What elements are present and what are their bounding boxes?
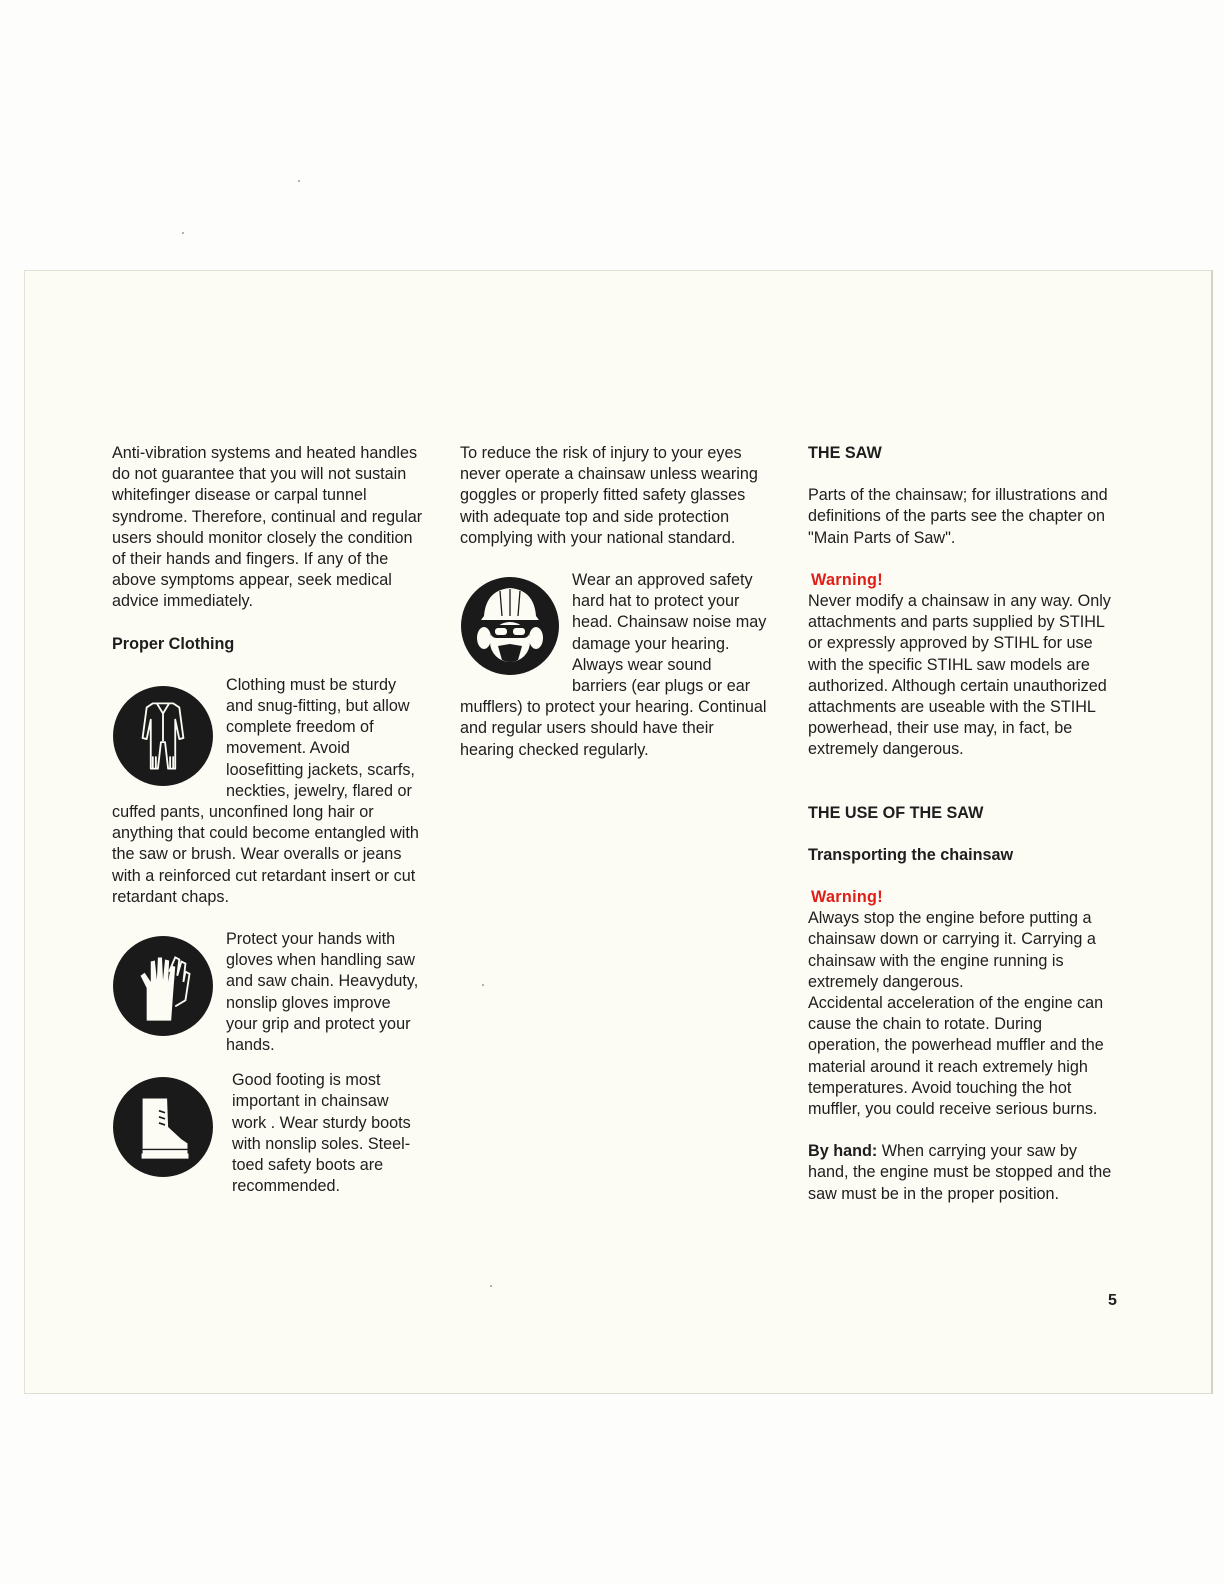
scan-speck [182,232,184,234]
hardhat-goggles-ear-protection-icon [460,576,560,676]
transporting-heading: Transporting the chainsaw [808,845,1014,864]
stop-engine-paragraph: Always stop the engine before putting a chainsaw down or carrying it. Carrying a chainsaw with the engine running is extremely dangerous. [808,909,1096,991]
parts-paragraph: Parts of the chainsaw; for illustrations and definitions of the parts see the chapter on "Main Parts of Saw". [808,486,1108,547]
hardhat-paragraph: Wear an approved safety hard hat to protect your head. Chainsaw noise may damage your hearing. Always wear sound barriers (ear plugs or ear mufflers) to protect your hearing. Continual and regular users should have their hearing checked regularly. [460,571,767,759]
middle-column [460,443,770,761]
vibration-paragraph: Anti-vibration systems and heated handles do not guarantee that you will not sustain whitefinger disease or carpal tunnel syndrome. Therefore, continual and regular users should monitor closely the condition of their hands and fingers. If any of the above symptoms appear, seek medical advice immediately. [112,444,423,611]
scan-speck [490,1285,492,1287]
proper-clothing-heading: Proper Clothing [112,634,235,653]
coverall-icon [112,685,214,787]
glove-icon [112,935,214,1037]
boot-icon [112,1076,214,1178]
hardhat-block [460,570,770,761]
warning-label: Warning! [811,888,883,907]
eye-protection-paragraph: To reduce the risk of injury to your eyes never operate a chainsaw unless wearing goggles or properly fitted safety glasses with adequate top and side protection complying with your national standard. [460,444,758,547]
scan-speck [482,984,484,986]
the-saw-heading: THE SAW [808,444,882,462]
by-hand-label: By hand: [808,1142,878,1161]
warning-label: Warning! [811,570,883,589]
use-of-saw-heading: THE USE OF THE SAW [808,803,984,822]
left-column [112,443,424,1198]
right-column [808,443,1118,1205]
boots-paragraph: Good footing is most important in chainsaw work . Wear sturdy boots with nonslip soles. Steel-toed safety boots are recommended. [232,1071,411,1196]
page-number: 5 [1108,1292,1117,1309]
by-hand-paragraph [808,1141,1118,1205]
by-hand-text: When carrying your saw by hand, the engine must be stopped and the saw must be in the proper position. [808,1142,1112,1203]
gloves-block [112,929,424,1056]
boots-block [112,1070,424,1197]
gloves-paragraph: Protect your hands with gloves when handling saw and saw chain. Heavyduty, nonslip gloves improve your grip and protect your hands. [226,930,419,1055]
clothing-block [112,675,424,908]
muffler-paragraph: Accidental acceleration of the engine can cause the chain to rotate. During operation, the powerhead muffler and the material around it reach extremely high temperatures. Avoid touching the hot muffler, you could receive serious burns. [808,994,1104,1119]
scan-speck [298,180,300,182]
modify-warning-paragraph: Never modify a chainsaw in any way. Only attachments and parts supplied by STIHL or expressly approved by STIHL for use with the specific STIHL saw models are authorized. Although certain unauthorized attachments are useable with the STIHL powerhead, their use may, in fact, be extremely dangerous. [808,592,1111,759]
clothing-paragraph: Clothing must be sturdy and snug-fitting, but allow complete freedom of movement. Avoid loosefitting jackets, scarfs, neckties, jewelry, flared or cuffed pants, unconfined long hair or anything that could become entangled with the saw or brush. Wear overalls or jeans with a reinforced cut retardant insert or cut retardant chaps. [112,675,419,906]
